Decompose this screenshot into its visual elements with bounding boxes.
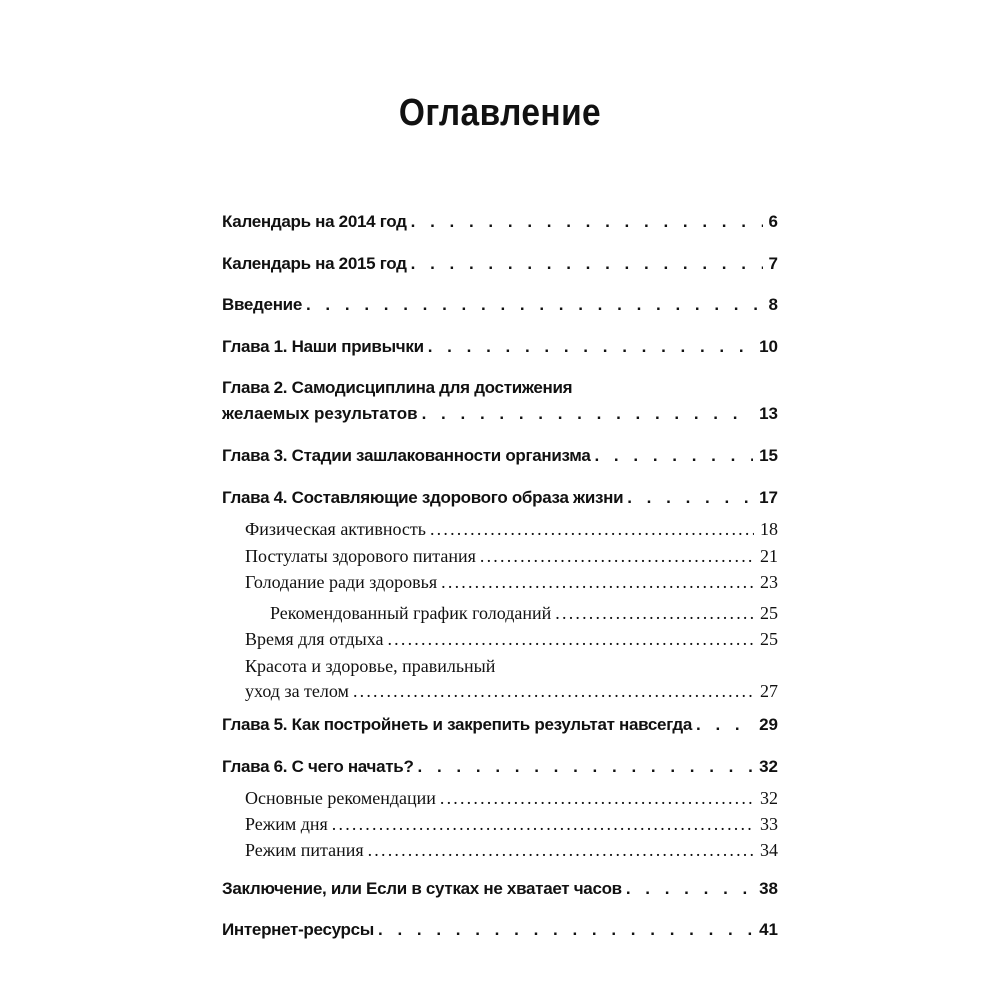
toc-entry-chapter-6[interactable] — [222, 745, 778, 775]
dot-leader — [428, 338, 753, 355]
toc-page-number: 32 — [760, 788, 778, 808]
toc-entry-label: Введение — [222, 295, 302, 314]
dot-leader — [627, 489, 753, 506]
toc-page-number: 25 — [760, 603, 778, 623]
toc-entry-label: Глава 2. Самодисциплина для достижения — [222, 378, 573, 397]
toc-page-number: 18 — [760, 519, 778, 539]
dot-leader — [594, 447, 753, 464]
toc-entry-label: Режим питания — [245, 840, 364, 860]
toc-entry-label: Глава 6. С чего начать? — [222, 757, 414, 776]
page-title: Оглавление — [398, 92, 602, 134]
toc-entry-chapter-3[interactable] — [222, 434, 778, 464]
toc-page-number: 21 — [760, 546, 778, 566]
dot-leader — [306, 296, 763, 313]
dot-leader — [378, 921, 753, 938]
toc-page-number: 15 — [759, 446, 778, 465]
toc-page-number: 7 — [768, 254, 778, 273]
toc-entry-chapter-2[interactable] — [222, 392, 778, 422]
toc-entry-label: Основные рекомендации — [245, 788, 436, 808]
toc-page-number: 25 — [760, 629, 778, 649]
toc-entry-label: Интернет-ресурсы — [222, 920, 374, 939]
toc-page-number: 34 — [760, 840, 778, 860]
toc-entry-label-cont: уход за телом — [245, 681, 349, 701]
toc-entry-label: Глава 1. Наши привычки — [222, 337, 424, 356]
toc-page-number: 8 — [768, 295, 778, 314]
dot-leader — [411, 213, 763, 230]
dot-leader — [626, 880, 753, 897]
toc-page-number: 38 — [759, 879, 778, 898]
dot-leader — [368, 841, 754, 859]
dot-leader — [418, 758, 754, 775]
toc-entry-label: Заключение, или Если в сутках не хватает часов — [222, 879, 622, 898]
toc-subentry-physical-activity[interactable] — [245, 508, 778, 538]
toc-entry-label-cont: желаемых результатов — [222, 404, 418, 423]
toc-entry-label: Постулаты здорового питания — [245, 546, 476, 566]
toc-entry-label: Календарь на 2015 год — [222, 254, 407, 273]
toc-entry-conclusion[interactable] — [222, 867, 778, 897]
toc-page-number: 13 — [759, 404, 778, 423]
toc-entry-label: Глава 3. Стадии зашлакованности организма — [222, 446, 591, 465]
toc-entry-calendar-2014[interactable] — [222, 200, 778, 230]
toc-page-number: 27 — [760, 681, 778, 701]
dot-leader — [441, 573, 754, 591]
toc-subentry-beauty[interactable] — [245, 670, 778, 700]
toc-entry-label: Время для отдыха — [245, 629, 384, 649]
dot-leader — [411, 255, 763, 272]
toc-page-number: 6 — [768, 212, 778, 231]
toc-entry-chapter-5[interactable] — [222, 703, 778, 733]
toc-entry-label: Рекомендованный график голоданий — [270, 603, 552, 623]
toc-entry-label: Глава 5. Как постройнеть и закрепить результат навсегда — [222, 715, 692, 734]
toc-page-number: 10 — [759, 337, 778, 356]
toc-entry-label: Календарь на 2014 год — [222, 212, 407, 231]
toc-page-number: 33 — [760, 814, 778, 834]
toc-entry-label: Голодание ради здоровья — [245, 572, 438, 592]
toc-entry-label: Красота и здоровье, правильный — [245, 656, 496, 676]
dot-leader — [696, 716, 753, 733]
dot-leader — [353, 682, 754, 700]
toc-page-number: 41 — [759, 920, 778, 939]
toc-entry-introduction[interactable] — [222, 283, 778, 313]
toc-entry-chapter-4[interactable] — [222, 476, 778, 506]
toc-subentry-eating-routine[interactable] — [245, 829, 778, 859]
toc-subentry-rest-time[interactable] — [245, 618, 778, 648]
toc-page-number: 32 — [759, 757, 778, 776]
toc-subentry-fasting[interactable] — [245, 561, 778, 591]
toc-page-number: 23 — [760, 572, 778, 592]
toc-entry-calendar-2015[interactable] — [222, 242, 778, 272]
toc-entry-label: Глава 4. Составляющие здорового образа жизни — [222, 488, 624, 507]
toc-page-number: 17 — [759, 488, 778, 507]
toc-entry-label: Физическая активность — [245, 519, 426, 539]
toc-entry-internet-resources[interactable] — [222, 908, 778, 938]
toc-entry-label: Режим дня — [245, 814, 328, 834]
toc-entry-chapter-1[interactable] — [222, 325, 778, 355]
dot-leader — [422, 405, 753, 422]
toc-page-number: 29 — [759, 715, 778, 734]
